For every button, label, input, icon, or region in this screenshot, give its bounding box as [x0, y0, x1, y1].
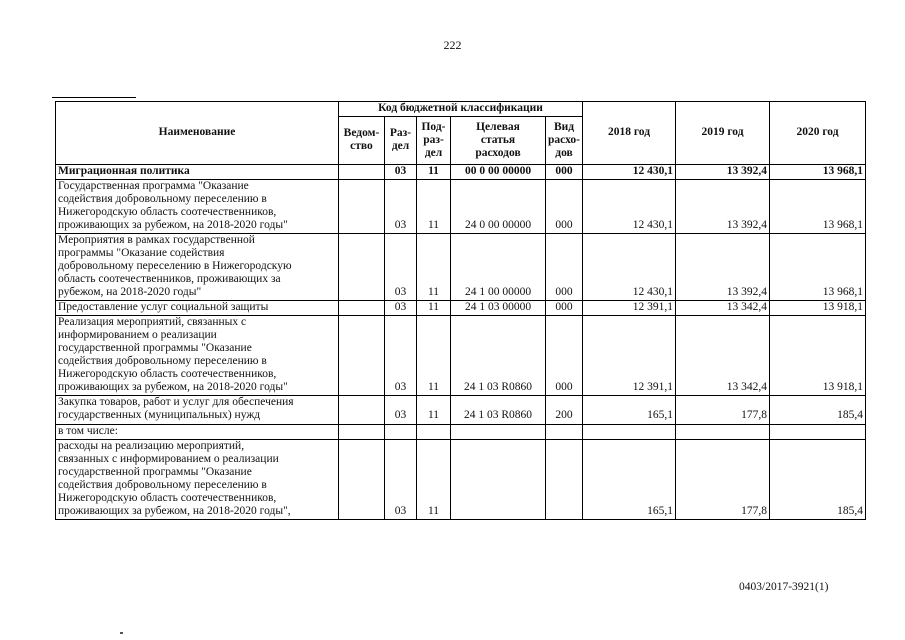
- row-2020: [770, 425, 866, 440]
- col-header-vid: Вид расхо- дов: [546, 117, 583, 165]
- row-2020: 185,4: [770, 440, 866, 520]
- row-name: расходы на реализацию мероприятий, связанных с информированием о реализации государственной программы "Оказание содействия добровольному переселению в Нижегородскую область соотечественников, проживающих за рубежом, на 2018-2020 годы",: [56, 440, 339, 520]
- table-header-row-top: [56, 102, 866, 117]
- row-2018: 12 430,1: [583, 165, 676, 180]
- table-row: [56, 396, 866, 425]
- row-vid: [546, 425, 583, 440]
- header-top-rule: [52, 97, 136, 98]
- row-razdel: [385, 425, 417, 440]
- table-row: [56, 440, 866, 520]
- table-row: [56, 301, 866, 316]
- col-header-2018: 2018 год: [583, 102, 676, 165]
- row-2018: 12 391,1: [583, 301, 676, 316]
- row-vedomstvo: [339, 165, 385, 180]
- row-podrazdel: 11: [417, 316, 451, 396]
- col-header-target: Целевая статья расходов: [451, 117, 546, 165]
- row-razdel: 03: [385, 440, 417, 520]
- col-header-podrazdel: Под- раз- дел: [417, 117, 451, 165]
- row-vedomstvo: [339, 316, 385, 396]
- table-row: [56, 234, 866, 301]
- row-2019: [676, 425, 770, 440]
- row-2018: 12 391,1: [583, 316, 676, 396]
- budget-table: [55, 101, 866, 520]
- row-vid: [546, 440, 583, 520]
- row-target: [451, 440, 546, 520]
- row-vid: 000: [546, 180, 583, 234]
- table-row: [56, 425, 866, 440]
- row-2019: 13 342,4: [676, 301, 770, 316]
- col-header-name: Наименование: [56, 102, 339, 165]
- row-vid: 000: [546, 165, 583, 180]
- row-2019: 177,8: [676, 396, 770, 425]
- scan-artifact: [120, 632, 123, 634]
- row-target: 24 1 03 R0860: [451, 316, 546, 396]
- page-number: 222: [443, 38, 462, 52]
- row-2018: [583, 425, 676, 440]
- row-vedomstvo: [339, 440, 385, 520]
- row-2020: 13 918,1: [770, 301, 866, 316]
- row-podrazdel: [417, 425, 451, 440]
- row-podrazdel: 11: [417, 396, 451, 425]
- row-2020: 13 968,1: [770, 234, 866, 301]
- row-2020: 13 918,1: [770, 316, 866, 396]
- row-2018: 12 430,1: [583, 234, 676, 301]
- row-2018: 12 430,1: [583, 180, 676, 234]
- row-2020: 13 968,1: [770, 180, 866, 234]
- row-2018: 165,1: [583, 440, 676, 520]
- col-header-budget-code: Код бюджетной классификации: [339, 102, 583, 117]
- row-target: 24 1 03 R0860: [451, 396, 546, 425]
- row-2020: 13 968,1: [770, 165, 866, 180]
- row-name: Закупка товаров, работ и услуг для обеспечения государственных (муниципальных) нужд: [56, 396, 339, 425]
- row-2019: 13 392,4: [676, 180, 770, 234]
- row-2019: 13 392,4: [676, 234, 770, 301]
- row-razdel: 03: [385, 396, 417, 425]
- row-vedomstvo: [339, 301, 385, 316]
- row-name: Мероприятия в рамках государственной программы "Оказание содействия добровольному переселению в Нижегородскую область соотечественников, проживающих за рубежом, на 2018-2020 годы": [56, 234, 339, 301]
- row-target: [451, 425, 546, 440]
- row-target: 00 0 00 00000: [451, 165, 546, 180]
- row-podrazdel: 11: [417, 234, 451, 301]
- table-row: [56, 165, 866, 180]
- row-vedomstvo: [339, 234, 385, 301]
- row-name: Реализация мероприятий, связанных с информированием о реализации государственной программы "Оказание содействия добровольному переселению в Нижегородскую область соотечественников, проживающих за рубежом, на 2018-2020 годы": [56, 316, 339, 396]
- row-target: 24 1 03 00000: [451, 301, 546, 316]
- row-2020: 185,4: [770, 396, 866, 425]
- row-razdel: 03: [385, 180, 417, 234]
- row-razdel: 03: [385, 301, 417, 316]
- row-2019: 177,8: [676, 440, 770, 520]
- row-podrazdel: 11: [417, 440, 451, 520]
- row-2019: 13 392,4: [676, 165, 770, 180]
- row-2019: 13 342,4: [676, 316, 770, 396]
- row-podrazdel: 11: [417, 180, 451, 234]
- row-razdel: 03: [385, 165, 417, 180]
- row-podrazdel: 11: [417, 301, 451, 316]
- row-vid: 000: [546, 234, 583, 301]
- col-header-2020: 2020 год: [770, 102, 866, 165]
- row-vid: 200: [546, 396, 583, 425]
- row-razdel: 03: [385, 234, 417, 301]
- row-vedomstvo: [339, 425, 385, 440]
- row-name: Предоставление услуг социальной защиты: [56, 301, 339, 316]
- table-row: [56, 316, 866, 396]
- row-target: 24 1 00 00000: [451, 234, 546, 301]
- row-vid: 000: [546, 301, 583, 316]
- row-vedomstvo: [339, 396, 385, 425]
- row-name: в том числе:: [56, 425, 339, 440]
- row-podrazdel: 11: [417, 165, 451, 180]
- row-vid: 000: [546, 316, 583, 396]
- table-row: [56, 180, 866, 234]
- row-name: Миграционная политика: [56, 165, 339, 180]
- col-header-2019: 2019 год: [676, 102, 770, 165]
- row-name: Государственная программа "Оказание содействия добровольному переселению в Нижегородскую область соотечественников, проживающих за рубежом, на 2018-2020 годы": [56, 180, 339, 234]
- row-2018: 165,1: [583, 396, 676, 425]
- row-target: 24 0 00 00000: [451, 180, 546, 234]
- row-vedomstvo: [339, 180, 385, 234]
- col-header-vedomstvo: Ведом- ство: [339, 117, 385, 165]
- document-code: 0403/2017-3921(1): [739, 581, 829, 593]
- col-header-razdel: Раз- дел: [385, 117, 417, 165]
- row-razdel: 03: [385, 316, 417, 396]
